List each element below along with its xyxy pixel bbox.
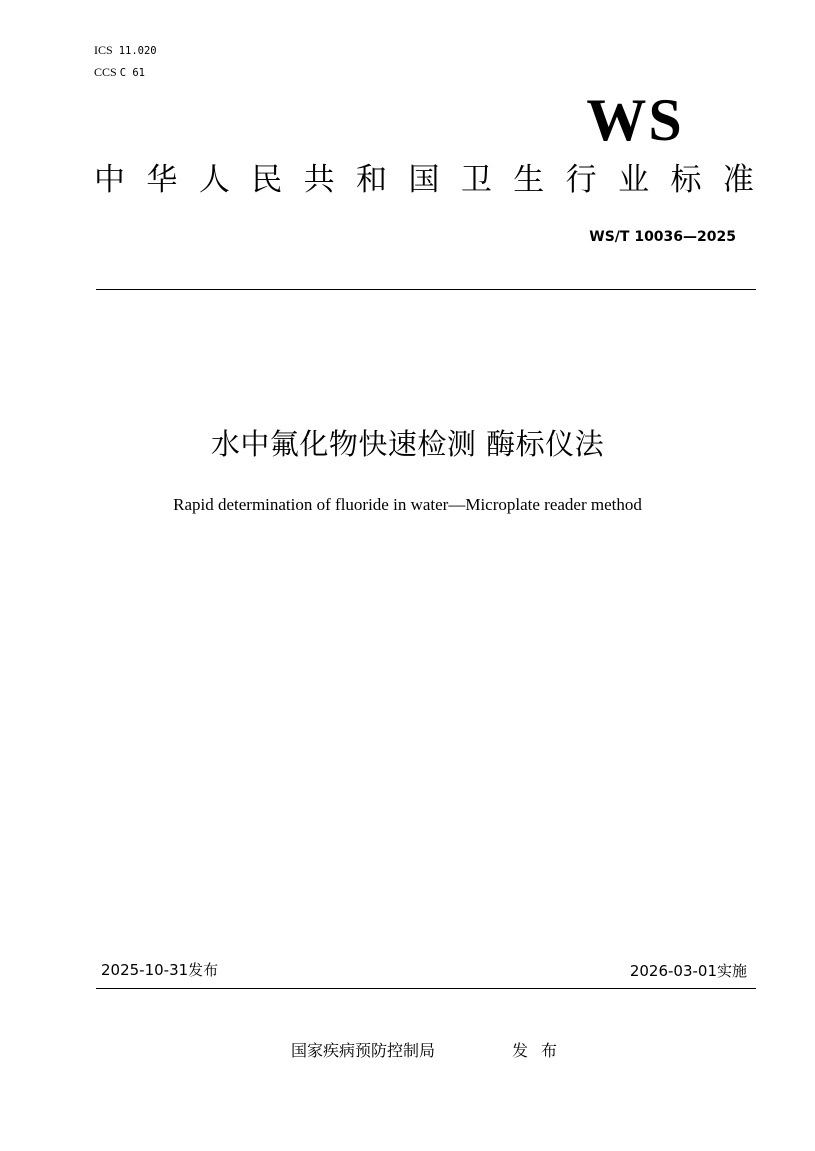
ccs-code: C 61 [119,67,145,79]
document-title-english: Rapid determination of fluoride in water—Microplate reader method [173,495,642,514]
standard-type-char: 卫 [460,162,492,198]
ccs-classification [94,65,145,80]
standard-type-char: 生 [513,162,545,198]
standard-type-char: 共 [303,162,335,198]
ccs-label: CCS [94,65,117,79]
standard-type-char: 业 [618,162,650,198]
issue-date: 2025-10-31发布 [101,961,219,979]
standard-type-char: 行 [565,162,597,198]
issuing-authority: 国家疾病预防控制局 [291,1041,436,1060]
standard-type-char: 标 [670,162,702,198]
issue-verb: 发布 [512,1041,571,1060]
standard-type-char: 民 [251,162,283,198]
footer-divider [96,988,756,989]
ics-label: ICS [94,43,113,57]
standard-type-char: 国 [408,162,440,198]
header-divider [96,289,756,290]
standard-number: WS/T 10036—2025 [589,229,736,245]
standard-type-char: 中 [94,162,125,198]
ws-logo: WS [586,87,684,153]
ics-code: 11.020 [118,45,157,57]
standard-type-char: 华 [146,162,178,198]
standard-type-char: 人 [198,162,230,198]
standard-type-title [94,160,754,200]
ics-classification [94,43,157,58]
standard-type-char: 准 [722,162,754,198]
standard-type-char: 和 [356,162,388,198]
effective-date: 2026-03-01实施 [629,962,747,980]
document-title-chinese: 水中氟化物快速检测 酶标仪法 [210,427,605,461]
